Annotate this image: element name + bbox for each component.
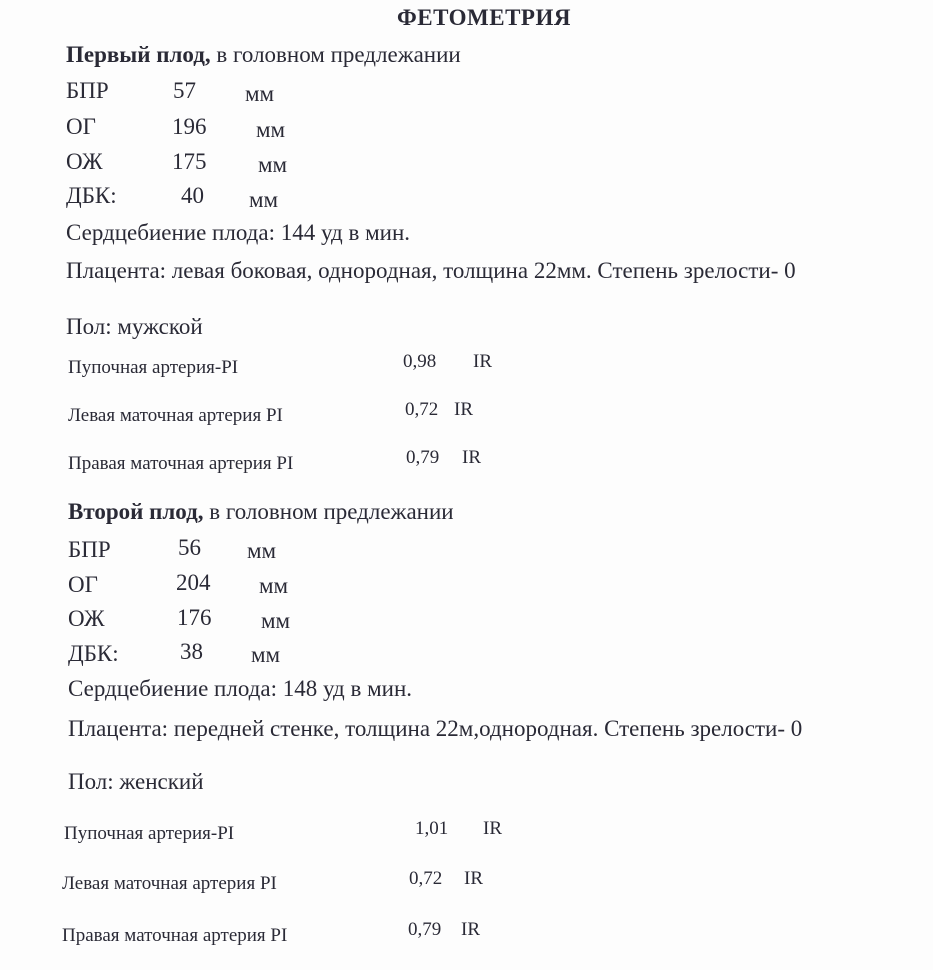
fetus2-measure-name: ДБК:	[68, 641, 119, 666]
fetus1-measure-value: 175	[172, 149, 207, 174]
fetus2-doppler-value: 0,79	[408, 919, 442, 940]
fetus1-doppler-unit: IR	[473, 351, 492, 372]
fetus1-measure-name: ОГ	[66, 114, 96, 139]
fetus2-doppler-name: Пупочная артерия-PI	[64, 823, 235, 844]
fetus2-doppler-unit: IR	[461, 919, 480, 940]
fetus1-sex: Пол: мужской	[66, 314, 203, 339]
fetus2-doppler-value: 1,01	[415, 818, 449, 839]
fetus2-measure-name: БПР	[68, 537, 111, 562]
fetus2-measure-name: ОГ	[68, 572, 98, 597]
fetus2-measure-name: ОЖ	[68, 606, 105, 631]
fetus1-measure-name: ОЖ	[66, 149, 103, 174]
fetus1-doppler-name: Пупочная артерия-PI	[68, 357, 239, 378]
fetus1-doppler-value: 0,79	[406, 447, 440, 468]
fetus2-measure-unit: мм	[251, 642, 281, 667]
fetus1-measure-name: БПР	[66, 78, 109, 103]
fetus2-placenta: Плацента: передней стенке, толщина 22м,однородная. Степень зрелости- 0	[68, 716, 803, 741]
fetus1-heartbeat: Сердцебиение плода: 144 уд в мин.	[66, 220, 411, 245]
fetus2-measure-value: 56	[178, 535, 201, 560]
fetus2-sex: Пол: женский	[68, 769, 204, 794]
fetus1-measure-name: ДБК:	[66, 183, 117, 208]
fetus2-measure-value: 204	[176, 570, 211, 595]
fetus1-doppler-name: Правая маточная артерия PI	[68, 453, 294, 474]
fetus1-doppler-unit: IR	[454, 399, 473, 420]
fetus1-measure-value: 57	[173, 78, 196, 103]
fetus2-doppler-unit: IR	[464, 868, 483, 889]
fetus1-measure-unit: мм	[258, 152, 288, 177]
fetus1-measure-value: 40	[181, 183, 204, 208]
fetus1-doppler-unit: IR	[462, 447, 481, 468]
fetus2-doppler-name: Правая маточная артерия PI	[62, 925, 288, 946]
document-title: ФЕТОМЕТРИЯ	[397, 5, 571, 30]
fetus1-measure-unit: мм	[249, 187, 279, 212]
fetus2-doppler-unit: IR	[483, 818, 502, 839]
fetus2-doppler-name: Левая маточная артерия PI	[62, 873, 277, 894]
fetus2-measure-value: 176	[177, 605, 212, 630]
fetus2-measure-unit: мм	[247, 538, 277, 563]
fetus2-measure-unit: мм	[261, 608, 291, 633]
fetus1-heading	[66, 43, 461, 66]
fetus2-measure-unit: мм	[259, 573, 289, 598]
fetus1-doppler-value: 0,72	[405, 399, 439, 420]
fetus2-heartbeat: Сердцебиение плода: 148 уд в мин.	[68, 676, 413, 701]
fetus1-measure-unit: мм	[256, 117, 286, 142]
fetus1-heading-bold: Первый плод,	[66, 42, 211, 67]
fetus1-measure-value: 196	[172, 114, 207, 139]
fetus2-doppler-value: 0,72	[409, 868, 443, 889]
fetus2-heading-bold: Второй плод,	[68, 499, 204, 524]
fetus1-measure-unit: мм	[245, 81, 275, 106]
fetus2-heading	[68, 500, 454, 523]
fetus1-placenta: Плацента: левая боковая, однородная, толщина 22мм. Степень зрелости- 0	[66, 258, 796, 283]
fetus2-heading-rest: в головном предлежании	[203, 499, 454, 524]
fetus2-measure-value: 38	[180, 639, 203, 664]
fetus1-doppler-name: Левая маточная артерия PI	[68, 405, 283, 426]
fetus1-heading-rest: в головном предлежании	[210, 42, 461, 67]
fetus1-doppler-value: 0,98	[403, 351, 437, 372]
